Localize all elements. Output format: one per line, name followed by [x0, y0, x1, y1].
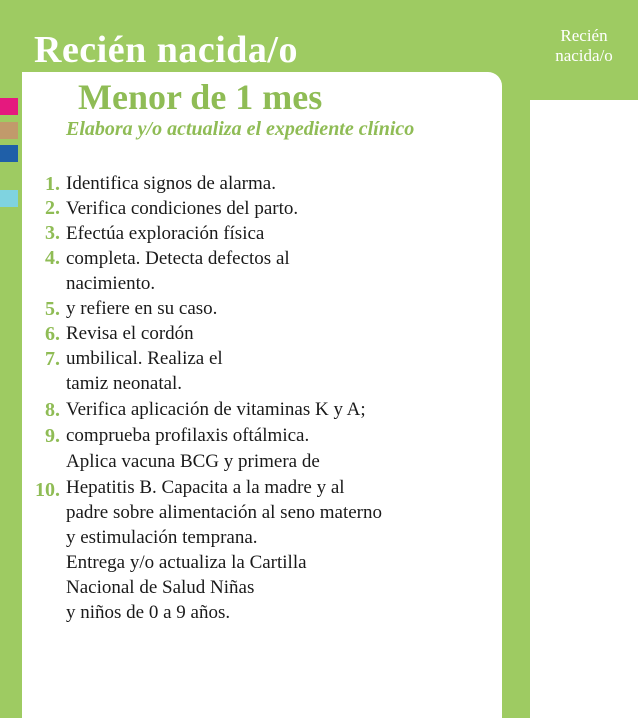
list-number: 1.: [45, 173, 60, 195]
side-panel: [530, 100, 638, 718]
list-number: 3.: [45, 222, 60, 244]
list-line: Hepatitis B. Capacita a la madre y al: [66, 477, 345, 498]
list-line: padre sobre alimentación al seno materno: [66, 502, 383, 523]
list-number: 5.: [45, 298, 60, 320]
section-tab-label[interactable]: Recién nacida/o: [555, 26, 613, 65]
list-line: y niños de 0 a 9 años.: [66, 602, 231, 623]
list-line: Nacional de Salud Niñas: [66, 577, 255, 598]
list-line: nacimiento.: [66, 273, 156, 294]
intro-line: Elabora y/o actualiza el expediente clínico: [66, 118, 415, 140]
swatch-tan: [0, 122, 18, 139]
section-subtitle: Menor de 1 mes: [78, 77, 323, 117]
list-line: Revisa el cordón: [66, 323, 194, 344]
list-line: tamiz neonatal.: [66, 373, 183, 394]
list-line: Efectúa exploración física: [66, 223, 265, 244]
swatch-blue: [0, 145, 18, 162]
list-number: 6.: [45, 323, 60, 345]
list-number: 2.: [45, 197, 60, 219]
list-line: Verifica aplicación de vitaminas K y A;: [66, 399, 366, 420]
list-line: comprueba profilaxis oftálmica.: [66, 425, 310, 446]
list-line: completa. Detecta defectos al: [66, 248, 290, 269]
list-line: umbilical. Realiza el: [66, 348, 223, 369]
list-number: 9.: [45, 425, 60, 447]
list-line: Identifica signos de alarma.: [66, 173, 276, 194]
page-title: Recién nacida/o: [34, 29, 298, 71]
list-line: y refiere en su caso.: [66, 298, 218, 319]
list-number: 7.: [45, 348, 60, 370]
list-number: 4.: [45, 247, 60, 269]
list-line: Aplica vacuna BCG y primera de: [66, 451, 320, 472]
list-line: y estimulación temprana.: [66, 527, 258, 548]
list-line: Entrega y/o actualiza la Cartilla: [66, 552, 307, 573]
swatch-magenta: [0, 98, 18, 115]
list-number: 10.: [35, 479, 60, 501]
list-line: Verifica condiciones del parto.: [66, 198, 299, 219]
list-number: 8.: [45, 399, 60, 421]
side-divider: [502, 100, 530, 718]
